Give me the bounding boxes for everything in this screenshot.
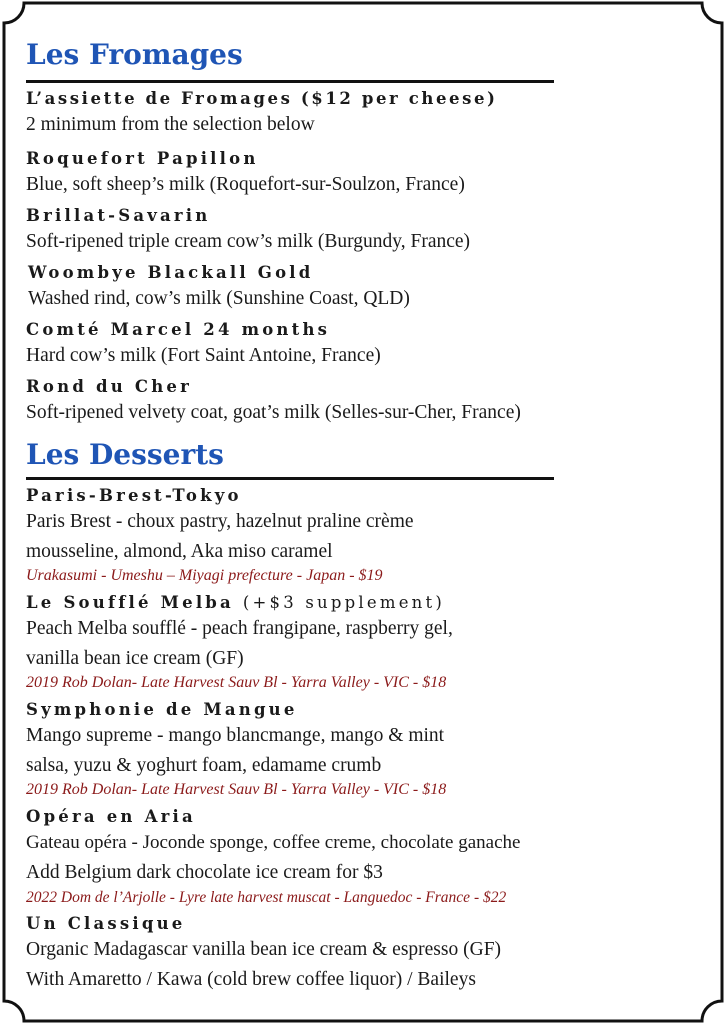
dessert-desc: With Amaretto / Kawa (cold brew coffee liquor) / Baileys xyxy=(26,969,476,990)
desserts-heading: Les Desserts xyxy=(26,438,224,471)
wine-pairing: 2019 Rob Dolan- Late Harvest Sauv Bl - Yarra Valley - VIC - $18 xyxy=(26,781,447,798)
cheese-name: Woombye Blackall Gold xyxy=(28,263,314,282)
dessert-desc: mousseline, almond, Aka miso caramel xyxy=(26,541,333,562)
dessert-desc: Mango supreme - mango blancmange, mango & mint xyxy=(26,725,445,746)
cheese-desc: Blue, soft sheep’s milk (Roquefort-sur-Soulzon, France) xyxy=(26,174,465,195)
fromages-heading: Les Fromages xyxy=(26,38,243,71)
assiette-title: L’assiette de Fromages ($12 per cheese) xyxy=(26,89,498,108)
assiette-note: 2 minimum from the selection below xyxy=(26,114,315,135)
cheese-name: Roquefort Papillon xyxy=(26,149,259,168)
wine-pairing: 2019 Rob Dolan- Late Harvest Sauv Bl - Yarra Valley - VIC - $18 xyxy=(26,674,447,691)
wine-pairing: Urakasumi - Umeshu – Miyagi prefecture - Japan - $19 xyxy=(26,567,383,584)
dessert-name-text: Le Soufflé Melba xyxy=(26,593,234,612)
cheese-desc: Soft-ripened triple cream cow’s milk (Burgundy, France) xyxy=(26,231,471,252)
dessert-desc: vanilla bean ice cream (GF) xyxy=(26,648,244,669)
wine-pairing: 2022 Dom de l’Arjolle - Lyre late harvest muscat - Languedoc - France - $22 xyxy=(26,889,507,906)
dessert-desc: Peach Melba soufflé - peach frangipane, raspberry gel, xyxy=(26,618,453,639)
dessert-desc: Paris Brest - choux pastry, hazelnut praline crème xyxy=(26,511,414,532)
cheese-name: Rond du Cher xyxy=(26,377,192,396)
dessert-name: Symphonie de Mangue xyxy=(26,700,298,719)
dessert-name: Opéra en Aria xyxy=(26,807,196,826)
dessert-desc: Gateau opéra - Joconde sponge, coffee creme, chocolate ganache xyxy=(26,832,521,853)
cheese-desc: Washed rind, cow’s milk (Sunshine Coast, QLD) xyxy=(28,288,410,309)
cheese-name: Comté Marcel 24 months xyxy=(26,320,331,339)
supplement-note: (+$3 supplement) xyxy=(242,593,445,612)
cheese-name: Brillat-Savarin xyxy=(26,206,211,225)
cheese-desc: Soft-ripened velvety coat, goat’s milk (Selles-sur-Cher, France) xyxy=(26,402,521,423)
dessert-name xyxy=(26,593,445,612)
dessert-desc: Add Belgium dark chocolate ice cream for $3 xyxy=(26,862,383,883)
cheese-desc: Hard cow’s milk (Fort Saint Antoine, France) xyxy=(26,345,381,366)
dessert-name: Un Classique xyxy=(26,914,186,933)
fromages-rule xyxy=(26,80,554,83)
dessert-desc: salsa, yuzu & yoghurt foam, edamame crumb xyxy=(26,755,382,776)
dessert-name: Paris-Brest-Tokyo xyxy=(26,486,242,505)
dessert-desc: Organic Madagascar vanilla bean ice cream & espresso (GF) xyxy=(26,939,502,960)
desserts-rule xyxy=(26,477,554,480)
